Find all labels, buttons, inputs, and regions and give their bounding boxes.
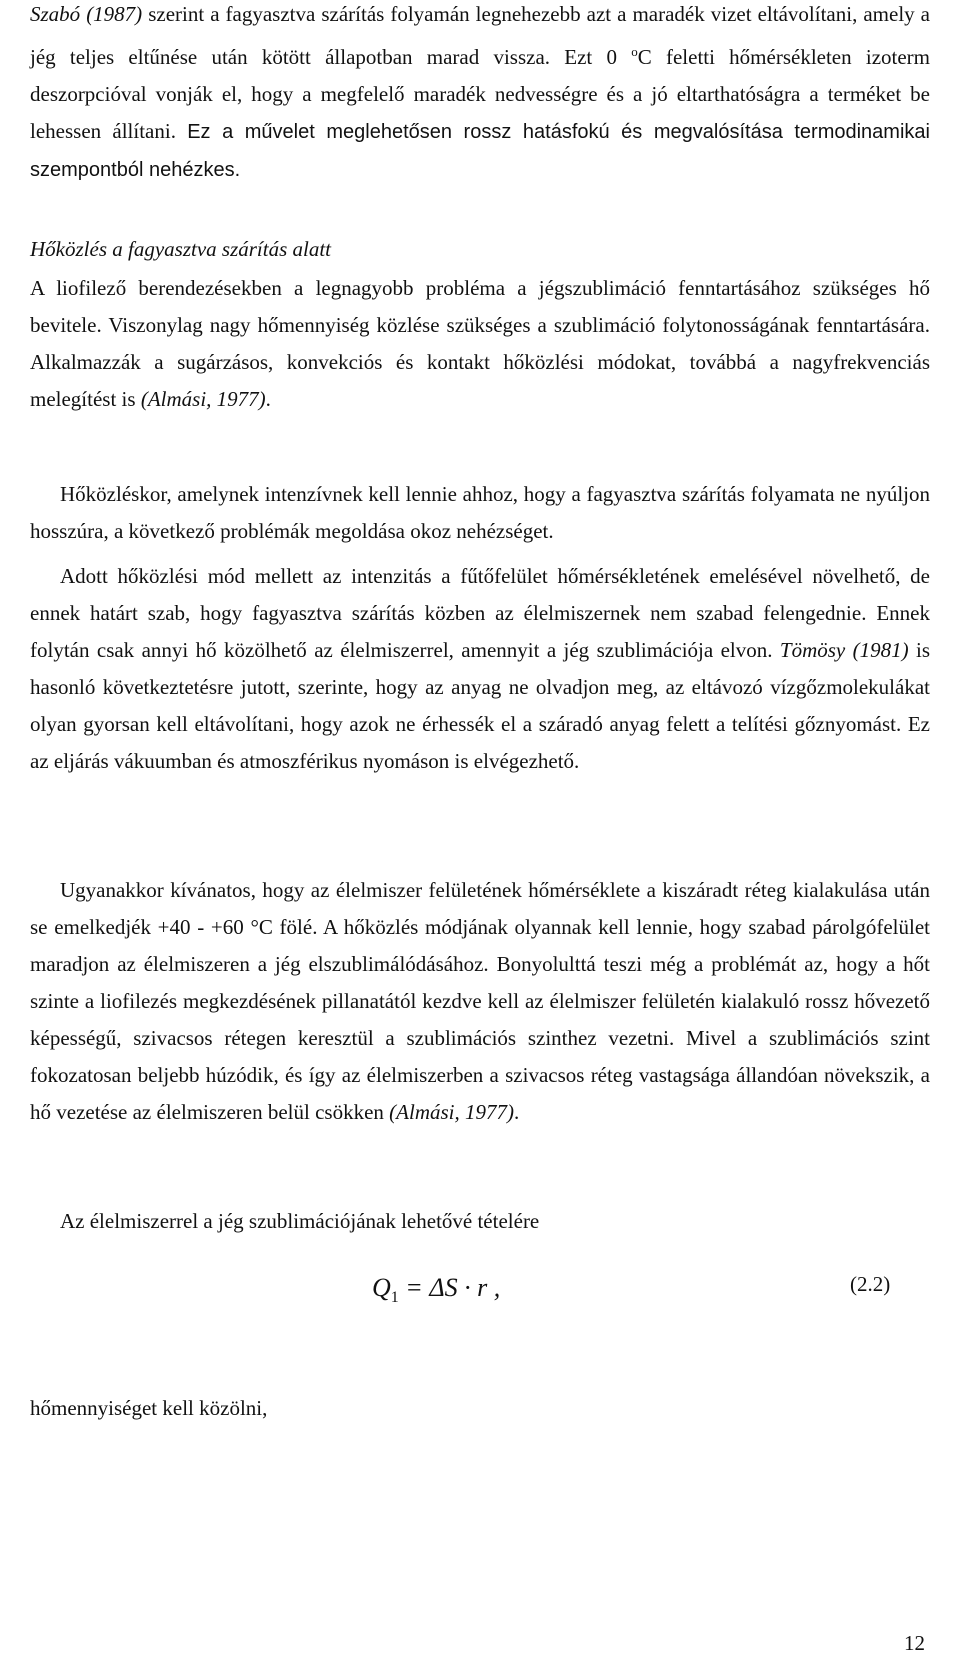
paragraph-6: Az élelmiszerrel a jég szublimációjának lehetővé tételére — [60, 1209, 540, 1233]
equation-lhs: Q — [372, 1273, 391, 1302]
paragraph-5-text-a: Ugyanakkor kívánatos, hogy az élelmiszer felületének hőmérséklete a kiszáradt réteg kialakulása után se emelkedjék +40 - +60 °C fölé. A hőközlés módjának olyannak kell lennie, hogy szabad párolgófelület maradjon az élelmiszeren a jég elszublimálódásához. Bonyolulttá teszi még a problémát az, hogy a hőt szinte a liofilezés megkezdésének pillanatától kezdve kell az élelmiszer felületén kialakuló rossz hővezető képességű, szivacsos rétegen keresztül a szublimációs szinthez vezetni. Mivel a szublimációs szint fokozatosan beljebb húzódik, és így az élelmiszerben a szivacsos réteg vastagsága állandóan növekszik, a hő vezetése az élelmiszeren belül csökken — [30, 878, 930, 1124]
paragraph-4-text-b: is hasonló következtetésre jutott, szerinte, hogy az anyag ne olvadjon meg, az eltávozó vízgőzmolekulákat olyan gyorsan kell eltávolítani, hogy azok ne érhessék el a száradó anyag felett a telítési gőznyomást. Ez az eljárás vákuumban és atmoszférikus nyomáson is elvégezhető. — [30, 638, 931, 773]
paragraph-4 — [30, 558, 930, 780]
equation-rhs: = ΔS · r , — [398, 1273, 501, 1302]
paragraph-7: hőmennyiséget kell közölni, — [30, 1396, 268, 1420]
paragraph-2 — [30, 270, 930, 418]
paragraph-2-text-b: . — [265, 387, 271, 411]
page-number: 12 — [904, 1631, 925, 1655]
paragraph-2-text-a: A liofilező berendezésekben a legnagyobb probléma a jégszublimáció fenntartásához szükséges hő bevitele. Viszonylag nagy hőmennyiség közlése szükséges a szublimáció folytonosságának fenntartására. Alkalmazzák a sugárzásos, konvekciós és kontakt hőközlési módokat, továbbá a nagyfrekvenciás melegítést is — [30, 276, 930, 411]
citation-szabo: Szabó (1987) — [30, 2, 143, 26]
paragraph-1-text-b: C feletti hőmérsékleten izoterm deszorpcióval vonják el, hogy a megfelelő maradék nedvességre és a jó eltarthatóságra a terméket be lehessen állítani. — [30, 45, 930, 143]
degree-sign: o — [631, 44, 638, 59]
paragraph-5-text-b: . — [514, 1100, 520, 1124]
equation-2-2 — [372, 1270, 500, 1316]
citation-almasi-1: (Almási, 1977) — [140, 387, 266, 411]
paragraph-3: Hőközléskor, amelynek intenzívnek kell lennie ahhoz, hogy a fagyasztva szárítás folyamata ne nyúljon hosszúra, a következő problémák megoldása okoz nehézséget. — [30, 482, 930, 543]
citation-almasi-2: (Almási, 1977) — [389, 1100, 514, 1124]
paragraph-1 — [30, 0, 930, 189]
section-heading: Hőközlés a fagyasztva szárítás alatt — [30, 237, 332, 261]
paragraph-1-text-a: szerint a fagyasztva szárítás folyamán legnehezebb azt a maradék vizet eltávolítani, amely a jég teljes eltűnése után kötött állapotban marad vissza. Ezt 0 — [30, 2, 930, 69]
equation-number: (2.2) — [850, 1272, 891, 1296]
paragraph-4-text-a: Adott hőközlési mód mellett az intenzitás a fűtőfelület hőmérsékletének emelésével növelhető, de ennek határt szab, hogy fagyasztva szárítás közben az élelmiszernek nem szabad felengednie. Ennek folytán csak annyi hő közölhető az élelmiszerrel, amennyit a jég szublimációja elvon. — [30, 564, 930, 662]
paragraph-5 — [30, 872, 930, 1131]
equation-subscript: 1 — [390, 1289, 399, 1306]
paragraph-1-text-c: Ez a művelet meglehetősen rossz hatásfokú és megvalósítása termodinamikai szempontból nehézkes. — [30, 121, 930, 181]
citation-tomosy: Tömösy (1981) — [779, 638, 909, 662]
